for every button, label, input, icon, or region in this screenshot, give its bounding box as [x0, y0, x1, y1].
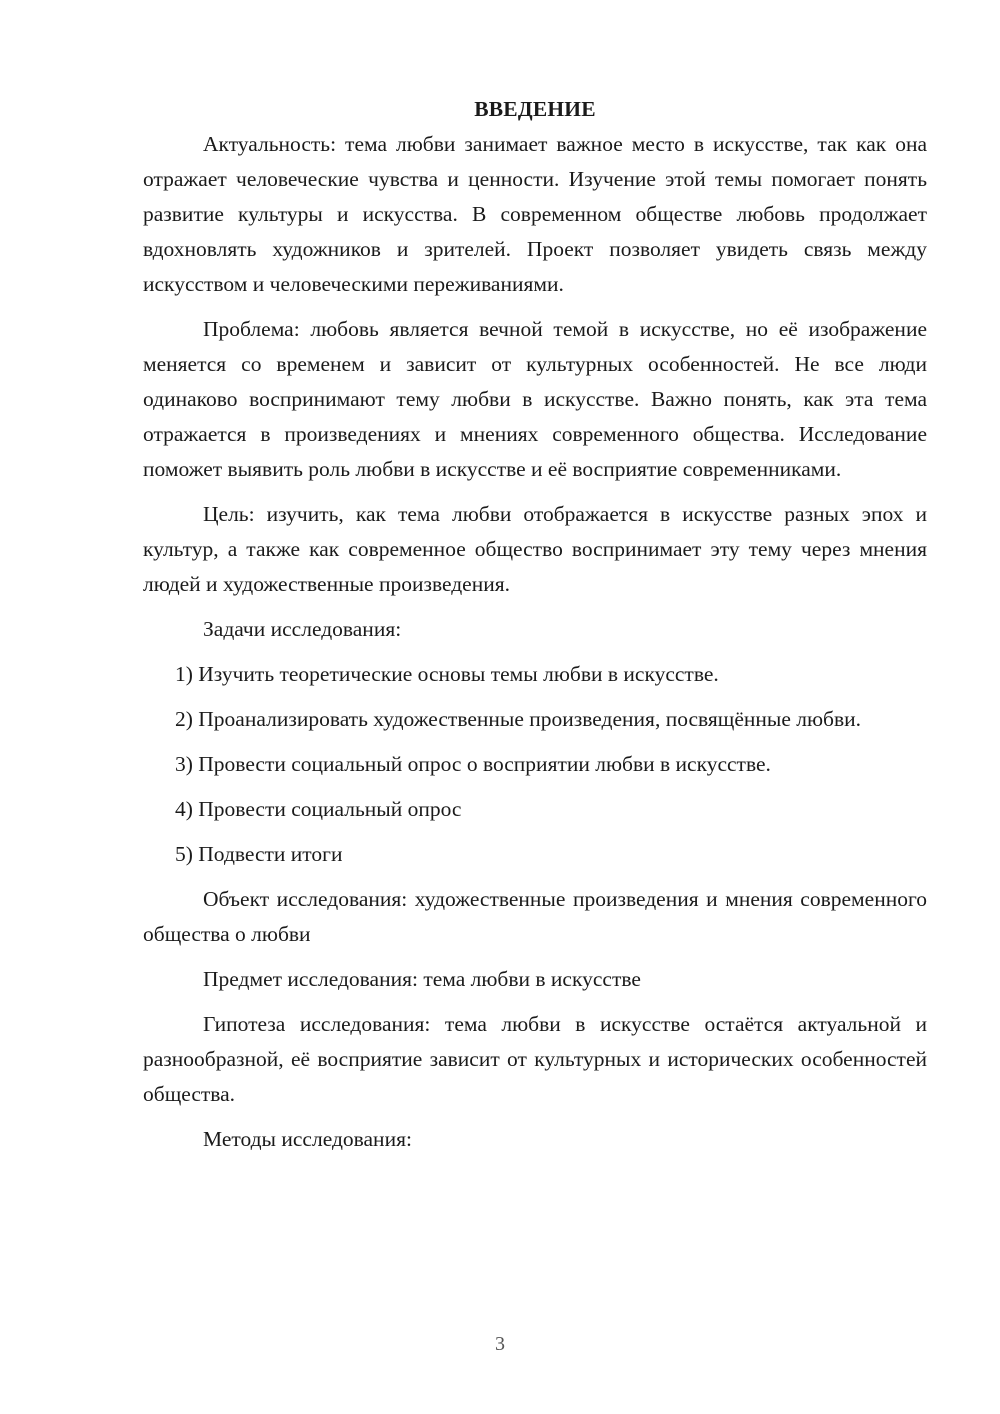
task-item-5: 5) Подвести итоги	[175, 842, 343, 866]
task-item-3: 3) Провести социальный опрос о восприятии любви в искусстве.	[175, 752, 771, 776]
task-item-4: 4) Провести социальный опрос	[175, 797, 462, 821]
subject-paragraph: Предмет исследования: тема любви в искусстве	[203, 967, 641, 991]
goal-paragraph: Цель: изучить, как тема любви отображается в искусстве разных эпох и культур, а также как современное общество воспринимает эту тему через мнения людей и художественные произведения.	[143, 502, 927, 596]
tasks-heading: Задачи исследования:	[203, 617, 402, 641]
problem-paragraph: Проблема: любовь является вечной темой в искусстве, но её изображение меняется со временем и зависит от культурных особенностей. Не все люди одинаково воспринимают тему любви в искусстве. Важно понять, как эта тема отражается в произведениях и мнениях современного общества. Исследование поможет выявить роль любви в искусстве и её восприятие современниками.	[143, 317, 927, 481]
hypothesis-paragraph: Гипотеза исследования: тема любви в искусстве остаётся актуальной и разнообразной, её восприятие зависит от культурных и исторических особенностей общества.	[143, 1012, 927, 1106]
methods-heading: Методы исследования:	[203, 1127, 412, 1151]
task-item-1: 1) Изучить теоретические основы темы любви в искусстве.	[175, 662, 719, 686]
task-item-2: 2) Проанализировать художественные произведения, посвящённые любви.	[175, 707, 862, 731]
document-page	[143, 92, 927, 1167]
section-title: ВВЕДЕНИЕ	[474, 97, 596, 121]
relevance-paragraph: Актуальность: тема любви занимает важное место в искусстве, так как она отражает человеческие чувства и ценности. Изучение этой темы помогает понять развитие культуры и искусства. В современном обществе любовь продолжает вдохновлять художников и зрителей. Проект позволяет увидеть связь между искусством и человеческими переживаниями.	[143, 132, 927, 296]
page-number: 3	[495, 1333, 505, 1355]
object-paragraph: Объект исследования: художественные произведения и мнения современного общества о любви	[143, 887, 927, 946]
